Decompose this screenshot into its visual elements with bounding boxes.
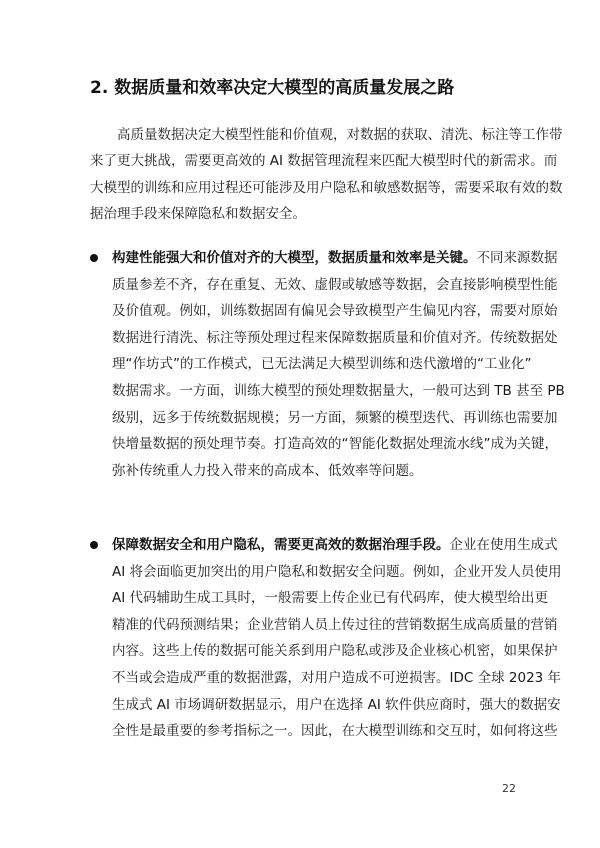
bullet-dot-icon xyxy=(90,541,98,549)
paragraph-line: 高质量数据决定大模型性能和价值观，对数据的获取、清洗、标注等工作带 xyxy=(117,127,563,143)
paragraph-line: 精准的代码预测结果；企业营销人员上传过往的营销数据生成高质量的营销 xyxy=(112,616,558,633)
paragraph-line: AI 将会面临更加突出的用户隐私和数据安全问题。例如，企业开发人员使用 xyxy=(112,563,562,580)
intro-paragraph xyxy=(90,122,563,228)
paragraph-line: 来了更大挑战，需要更高效的 AI 数据管理流程来匹配大模型时代的新需求。而 xyxy=(90,153,558,170)
bullet-first-line xyxy=(112,532,558,559)
section-heading xyxy=(90,76,530,100)
paragraph-line: 级别，远多于传统数据规模；另一方面，频繁的模型迭代、再训练也需要加 xyxy=(112,409,558,426)
section-title: 数据质量和效率决定大模型的高质量发展之路 xyxy=(114,78,455,98)
paragraph-line: 弥补传统重人力投入带来的高成本、低效率等问题。 xyxy=(112,462,423,479)
paragraph-line: 大模型的训练和应用过程还可能涉及用户隐私和敏感数据等，需要采取有效的数 xyxy=(90,179,563,196)
section-number: 2. xyxy=(90,78,109,98)
bullet-first-rest: 企业在使用生成式 xyxy=(449,537,558,553)
paragraph-line: 数据需求。一方面，训练大模型的预处理数据量大，一般可达到 TB 甚至 PB xyxy=(112,382,565,399)
bullet-dot-icon xyxy=(90,254,98,262)
paragraph-line: 及价值观。例如，训练数据固有偏见会导致模型产生偏见内容，需要对原始 xyxy=(112,303,558,320)
bullet-body xyxy=(112,532,562,745)
paragraph-line: 全性是最重要的参考指标之一。因此，在大模型训练和交互时，如何将这些 xyxy=(112,723,558,740)
paragraph-line: 理“作坊式”的工作模式，已无法满足大模型训练和迭代激增的“工业化” xyxy=(112,356,532,373)
paragraph-line: 质量参差不齐，存在重复、无效、虚假或敏感等数据，会直接影响模型性能 xyxy=(112,276,558,293)
page-number: 22 xyxy=(502,782,516,795)
paragraph-line: 不当或会造成严重的数据泄露，对用户造成不可逆损害。IDC 全球 2023 年 xyxy=(112,669,562,686)
bullet-lead-text: 构建性能强大和价值对齐的大模型，数据质量和效率是关键。 xyxy=(112,250,477,266)
paragraph-line: AI 代码辅助生成工具时，一般需要上传企业已有代码库，使大模型给出更 xyxy=(112,590,549,607)
paragraph-line: 快增量数据的预处理节奏。打造高效的“智能化数据处理流水线”成为关键， xyxy=(112,436,558,453)
bullet-lead-text: 保障数据安全和用户隐私，需要更高效的数据治理手段。 xyxy=(112,537,450,553)
bullet-body xyxy=(112,245,565,484)
bullet-first-rest: 不同来源数据 xyxy=(476,250,558,266)
paragraph-line: 内容。这些上传的数据可能关系到用户隐私或涉及企业核心机密，如果保护 xyxy=(112,643,558,660)
paragraph-line: 数据进行清洗、标注等预处理过程来保障数据质量和价值对齐。传统数据处 xyxy=(112,329,558,346)
paragraph-line: 据治理手段来保障隐私和数据安全。 xyxy=(90,206,306,223)
paragraph-line: 生成式 AI 市场调研数据显示，用户在选择 AI 软件供应商时，强大的数据安 xyxy=(112,696,561,713)
bullet-first-line xyxy=(112,245,558,272)
